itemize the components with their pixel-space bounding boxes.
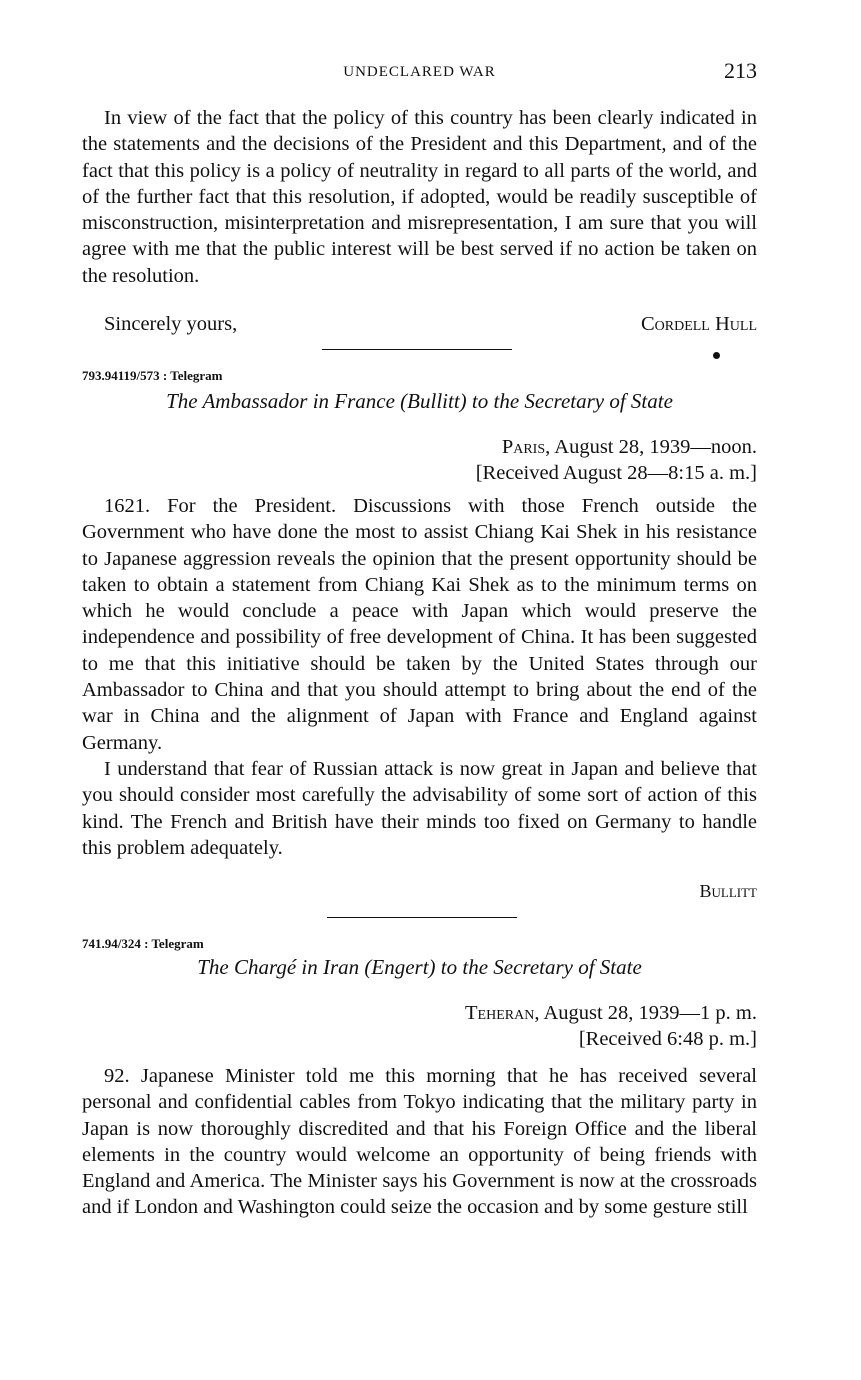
telegram-paragraph: I understand that fear of Russian attack is now great in Japan and believe that you should consider most carefully the advisability of some sort of action of this kind. The French and British have their minds too fixed on Germany to handle this problem adequately. (82, 757, 757, 859)
telegram-body (82, 1063, 757, 1221)
letter-signature: Cordell Hull (640, 313, 757, 335)
page-number: 213 (724, 58, 757, 83)
telegram-body (82, 493, 757, 861)
section-divider (322, 349, 512, 350)
telegram-paragraph: 1621. For the President. Discussions with those French outside the Government who have done the most to assist Chiang Kai Shek in his resistance to Japanese aggression reveals the opinion that the present opportunity should be taken to obtain a statement from Chiang Kai Shek as to the minimum terms on which he would conclude a peace with Japan which would preserve the independence and possibility of free development of China. It has been suggested to me that this initiative should be taken by the United States through our Ambassador to China and that you should attempt to bring about the end of the war in China and the alignment of Japan with France and England against Germany. (82, 495, 757, 754)
file-reference: 741.94/324 : Telegram (82, 936, 204, 951)
dateline-date: August 28, 1939—noon. (550, 436, 757, 458)
telegram-signature: Bullitt (699, 881, 757, 901)
file-reference: 793.94119/573 : Telegram (82, 368, 223, 383)
letter-body (82, 105, 757, 289)
closing-salutation: Sincerely yours, (104, 313, 238, 335)
telegram-heading: The Ambassador in France (Bullitt) to the Secretary of State (166, 389, 673, 413)
stray-mark (713, 352, 720, 359)
dateline-place: Paris, (501, 436, 551, 458)
section-divider (327, 917, 517, 918)
dateline (476, 434, 757, 486)
letter-paragraph: In view of the fact that the policy of this country has been clearly indicated in the statements and the decisions of the President and this Department, and of the fact that this policy is a policy of neutrality in regard to all parts of the world, and of the further fact that this resolution, if adopted, would be readily susceptible of misconstruction, misinterpretation and misrepresentation, I am sure that you will agree with me that the public interest will be best served if no action be taken on the resolution. (82, 107, 757, 287)
dateline (465, 1000, 757, 1052)
telegram-paragraph: 92. Japanese Minister told me this morning that he has received several personal and confidential cables from Tokyo indicating that the military party in Japan is now thoroughly discredited and that his Foreign Office and the liberal elements in the country would welcome an opportunity of being friends with England and America. The Minister says his Government is now at the crossroads and if London and Washington could seize the occasion and by some gesture still (82, 1065, 757, 1219)
page-header (82, 60, 757, 90)
running-head: UNDECLARED WAR (343, 64, 496, 80)
letter-closing (82, 313, 757, 341)
dateline-place: Teheran, (465, 1002, 540, 1024)
received-note: [Received August 28—8:15 a. m.] (475, 462, 757, 484)
received-note: [Received 6:48 p. m.] (578, 1028, 757, 1050)
dateline-date: August 28, 1939—1 p. m. (539, 1002, 757, 1024)
telegram-heading: The Chargé in Iran (Engert) to the Secretary of State (197, 955, 642, 979)
